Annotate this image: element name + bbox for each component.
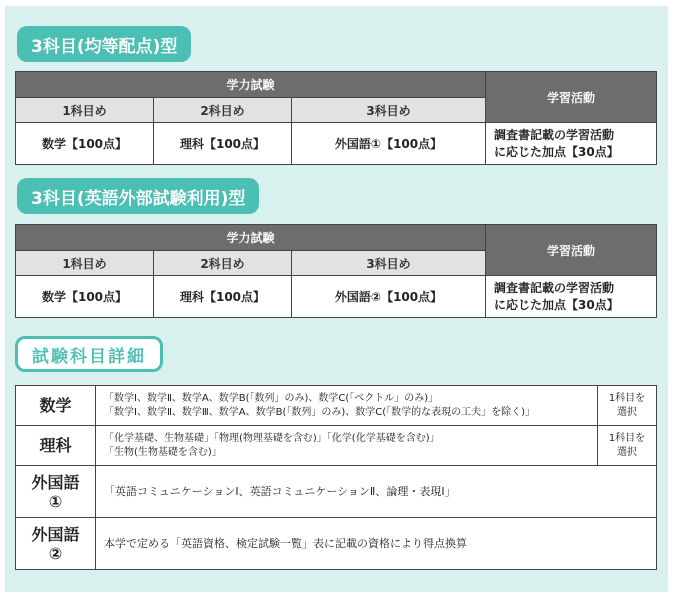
detail-row-foreign1 bbox=[16, 466, 657, 518]
section2-table bbox=[15, 224, 657, 318]
subject-head-3: 3科目め bbox=[292, 251, 486, 276]
note-line-1: 1科目を bbox=[608, 392, 646, 404]
subject-cell-3: 外国語①【100点】 bbox=[292, 123, 486, 165]
detail-subject-foreign1 bbox=[16, 466, 96, 518]
subject-cell-3: 外国語②【100点】 bbox=[292, 276, 486, 318]
subject-line-1: 外国語 bbox=[31, 472, 80, 492]
activity-line-2: に応じた加点【30点】 bbox=[494, 297, 619, 312]
activity-cell bbox=[486, 276, 657, 318]
detail-subject-math: 数学 bbox=[16, 386, 96, 426]
content-line-2: 「生物(生物基礎を含む)」 bbox=[104, 446, 222, 458]
subject-line-2: ② bbox=[48, 543, 63, 563]
gakushu-header: 学習活動 bbox=[486, 225, 657, 276]
subject-cell-1: 数学【100点】 bbox=[16, 123, 154, 165]
gakushu-header: 学習活動 bbox=[486, 72, 657, 123]
section1-title: 3科目(均等配点)型 bbox=[17, 26, 191, 62]
detail-content-foreign2: 本学で定める「英語資格、検定試験一覧」表に記載の資格により得点換算 bbox=[96, 518, 657, 570]
activity-line-2: に応じた加点【30点】 bbox=[494, 144, 619, 159]
detail-content-foreign1: 「英語コミュニケーションⅠ、英語コミュニケーションⅡ、論理・表現Ⅰ」 bbox=[96, 466, 657, 518]
detail-row-science bbox=[16, 426, 657, 466]
content-line-1: 「数学Ⅰ、数学Ⅱ、数学A、数学B(「数列」のみ)、数学C(「ベクトル」のみ)」 bbox=[104, 392, 439, 404]
subject-cell-2: 理科【100点】 bbox=[154, 123, 292, 165]
activity-line-1: 調査書記載の学習活動 bbox=[494, 280, 615, 295]
subject-cell-1: 数学【100点】 bbox=[16, 276, 154, 318]
subject-line-1: 外国語 bbox=[31, 524, 80, 544]
subject-line-2: ① bbox=[48, 491, 63, 511]
note-line-2: 選択 bbox=[617, 446, 637, 458]
subject-head-2: 2科目め bbox=[154, 98, 292, 123]
note-line-2: 選択 bbox=[617, 406, 637, 418]
note-line-1: 1科目を bbox=[608, 432, 646, 444]
subject-head-2: 2科目め bbox=[154, 251, 292, 276]
subject-head-3: 3科目め bbox=[292, 98, 486, 123]
subject-head-1: 1科目め bbox=[16, 98, 154, 123]
content-line-1: 「化学基礎、生物基礎」「物理(物理基礎を含む)」「化学(化学基礎を含む)」 bbox=[104, 432, 440, 444]
section2-title: 3科目(英語外部試験利用)型 bbox=[17, 178, 259, 214]
detail-content-science bbox=[96, 426, 598, 466]
details-title: 試験科目詳細 bbox=[15, 336, 163, 372]
detail-note-science bbox=[598, 426, 657, 466]
detail-content-math bbox=[96, 386, 598, 426]
gakuryoku-header: 学力試験 bbox=[16, 225, 486, 251]
subject-cell-2: 理科【100点】 bbox=[154, 276, 292, 318]
content-line-2: 「数学Ⅰ、数学Ⅱ、数学Ⅲ、数学A、数学B(「数列」のみ)、数学C(「数学的な表現の工夫」を除く)」 bbox=[104, 406, 536, 418]
activity-line-1: 調査書記載の学習活動 bbox=[494, 127, 615, 142]
detail-row-math bbox=[16, 386, 657, 426]
subject-head-1: 1科目め bbox=[16, 251, 154, 276]
details-table bbox=[15, 385, 657, 570]
gakuryoku-header: 学力試験 bbox=[16, 72, 486, 98]
detail-subject-foreign2 bbox=[16, 518, 96, 570]
section1-table bbox=[15, 71, 657, 165]
detail-subject-science: 理科 bbox=[16, 426, 96, 466]
activity-cell bbox=[486, 123, 657, 165]
detail-note-math bbox=[598, 386, 657, 426]
detail-row-foreign2 bbox=[16, 518, 657, 570]
